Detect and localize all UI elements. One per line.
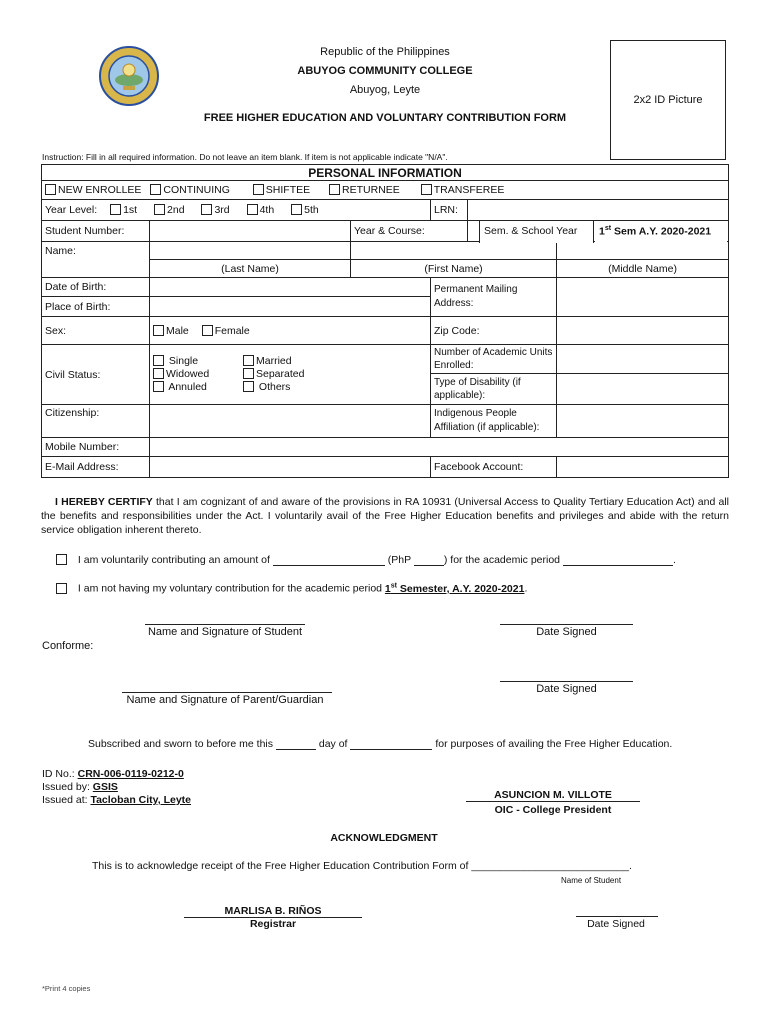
sem-sy-label: Sem. & School Year [479,221,594,243]
officer-title: OIC - College President [494,804,612,816]
name-of-student-caption: Name of Student [561,876,622,885]
id-picture-box [610,40,726,160]
oath-day-field[interactable] [276,749,316,750]
zip-code-field[interactable] [557,317,729,345]
civil-status-label: Civil Status: [42,345,150,405]
issued-by: GSIS [92,781,118,793]
name-label: Name: [42,242,150,278]
php-field[interactable] [414,565,444,566]
oath-month-field[interactable] [350,749,432,750]
mobile-label: Mobile Number: [42,438,150,457]
pob-label: Place of Birth: [42,297,150,317]
certify-paragraph [41,495,729,537]
dob-label: Date of Birth: [42,278,150,297]
checkbox[interactable] [202,325,213,336]
checkbox[interactable] [110,204,121,215]
mailing-address-field[interactable] [557,278,729,317]
academic-units-label: Number of Academic Units Enrolled: [431,345,557,374]
year-level-2nd[interactable]: 2nd [154,204,185,216]
first-name-caption: (First Name) [351,260,557,278]
checkbox[interactable] [150,184,161,195]
year-level-row [42,200,431,221]
acknowledgment-text: This is to acknowledge receipt of the Free Higher Education Contribution Form of ___________________________. [92,860,632,872]
facebook-field[interactable] [557,457,729,478]
form-title: FREE HIGHER EDUCATION AND VOLUNTARY CONTRIBUTION FORM [203,112,567,124]
instruction-text: Instruction: Fill in all required information. Do not leave an item blank. If item is not applicable indicate "N/A". [42,152,448,162]
last-name-caption: (Last Name) [150,260,351,278]
parent-date-signed: Date Signed [536,683,597,695]
contribution-option-2: I am not having my voluntary contribution for the academic period 1st Semester, A.Y. 2020-2021. [56,582,527,595]
college-name: ABUYOG COMMUNITY COLLEGE [297,65,473,77]
checkbox[interactable] [45,184,56,195]
sex-option-female[interactable]: Female [202,325,250,337]
parent-signature-label: Name and Signature of Parent/Guardian [126,694,324,706]
year-level-5th[interactable]: 5th [291,204,319,216]
college-seal-logo [98,46,160,106]
checkbox[interactable] [421,184,432,195]
college-location: Abuyog, Leyte [349,84,421,96]
registrar-date-signed: Date Signed [576,916,658,930]
civil-option-widowed[interactable]: Widowed [153,368,243,381]
checkbox[interactable] [329,184,340,195]
dob-field[interactable] [150,278,431,297]
student-number-label: Student Number: [42,221,150,242]
checkbox[interactable] [247,204,258,215]
email-field[interactable] [150,457,431,478]
year-level-4th[interactable]: 4th [247,204,275,216]
indigenous-field[interactable] [557,405,729,438]
id-number: CRN-006-0119-0212-0 [77,768,184,780]
facebook-label: Facebook Account: [431,457,557,478]
contribution-checkbox-1[interactable] [56,554,67,565]
disability-field[interactable] [557,374,729,405]
sem-sy-value: 1st Sem A.Y. 2020-2021 [595,221,727,243]
civil-option-married[interactable]: Married [243,355,304,368]
sex-option-male[interactable]: Male [153,325,189,337]
civil-status-options [150,345,431,405]
citizenship-field[interactable] [150,405,431,438]
registrar-title: Registrar [249,918,297,930]
year-course-label: Year & Course: [351,221,468,242]
academic-units-field[interactable] [557,345,729,374]
mobile-field[interactable] [150,438,729,457]
issued-at: Tacloban City, Leyte [90,794,192,806]
civil-option-annuled[interactable]: Annuled [153,381,243,394]
middle-name-caption: (Middle Name) [557,260,729,278]
checkbox[interactable] [243,368,254,379]
disability-label: Type of Disability (if applicable): [431,374,557,405]
certify-text: that I am cognizant of and aware of the provisions in RA 10931 (Universal Access to Quality Tertiary Education Act) and all the benefits and responsibilities under the Act. I voluntarily avail of the Free Higher Education benefits and privileges and abide with the return service obligation inherent thereto. [41,496,729,536]
year-level-1st[interactable]: 1st [110,204,137,216]
year-level-label: Year Level: [45,204,98,216]
contribution-checkbox-2[interactable] [56,583,67,594]
acknowledgment-title: ACKNOWLEDGMENT [330,832,438,844]
checkbox[interactable] [153,355,164,366]
zip-code-label: Zip Code: [431,317,557,345]
middle-name-field[interactable] [557,242,729,260]
certify-lead: I HEREBY CERTIFY [55,496,153,508]
checkbox[interactable] [153,381,164,392]
personal-info-title: PERSONAL INFORMATION [42,165,729,181]
academic-period-field[interactable] [563,565,673,566]
enrollee-type-row [42,181,729,200]
citizenship-label: Citizenship: [42,405,150,438]
parent-date-line [500,681,633,682]
checkbox[interactable] [243,381,254,392]
amount-field[interactable] [273,565,385,566]
student-signature: Name and Signature of Student [145,624,305,638]
checkbox[interactable] [201,204,212,215]
enrollee-option-transferee[interactable]: TRANSFEREE [421,184,505,196]
checkbox[interactable] [153,325,164,336]
oath-text: Subscribed and sworn to before me this day of for purposes of availing the Free Higher Education. [88,738,673,750]
print-note: *Print 4 copies [42,984,91,993]
checkbox[interactable] [291,204,302,215]
checkbox[interactable] [154,204,165,215]
civil-option-separated[interactable]: Separated [243,368,304,381]
civil-option-single[interactable]: Single [153,355,243,368]
lrn-label: LRN: [431,200,468,221]
id-info: ID No.: CRN-006-0119-0212-0 Issued by: GSIS Issued at: Tacloban City, Leyte [42,768,192,806]
enrollee-option-continuing[interactable]: CONTINUING [150,184,230,196]
enrollee-option-shiftee[interactable]: SHIFTEE [253,184,310,196]
sex-label: Sex: [42,317,150,345]
sex-options [150,317,431,345]
student-date-signed: Date Signed [500,624,633,638]
last-name-field[interactable] [150,242,351,260]
indigenous-label: Indigenous People Affiliation (if applicable): [431,405,557,438]
checkbox[interactable] [153,368,164,379]
conforme-label: Conforme: [42,640,94,652]
republic-text: Republic of the Philippines [320,46,450,58]
checkbox[interactable] [243,355,254,366]
mailing-address-label: Permanent Mailing Address: [431,278,557,317]
officer-name: ASUNCION M. VILLOTE [466,789,640,802]
first-name-field[interactable] [351,242,557,260]
contribution-option-1: I am voluntarily contributing an amount of (PhP ) for the academic period . [56,554,676,566]
year-level-3rd[interactable]: 3rd [201,204,229,216]
email-label: E-Mail Address: [42,457,150,478]
student-number-field[interactable] [150,221,351,242]
enrollee-option-new[interactable]: NEW ENROLLEE [45,184,141,196]
lrn-field[interactable] [468,200,729,221]
personal-info-table [41,164,729,478]
registrar-name: MARLISA B. RIÑOS [184,905,362,918]
pob-field[interactable] [150,297,431,317]
id-picture-label: 2x2 ID Picture [633,94,703,106]
checkbox[interactable] [253,184,264,195]
enrollee-option-returnee[interactable]: RETURNEE [329,184,400,196]
civil-option-others[interactable]: Others [243,381,304,394]
